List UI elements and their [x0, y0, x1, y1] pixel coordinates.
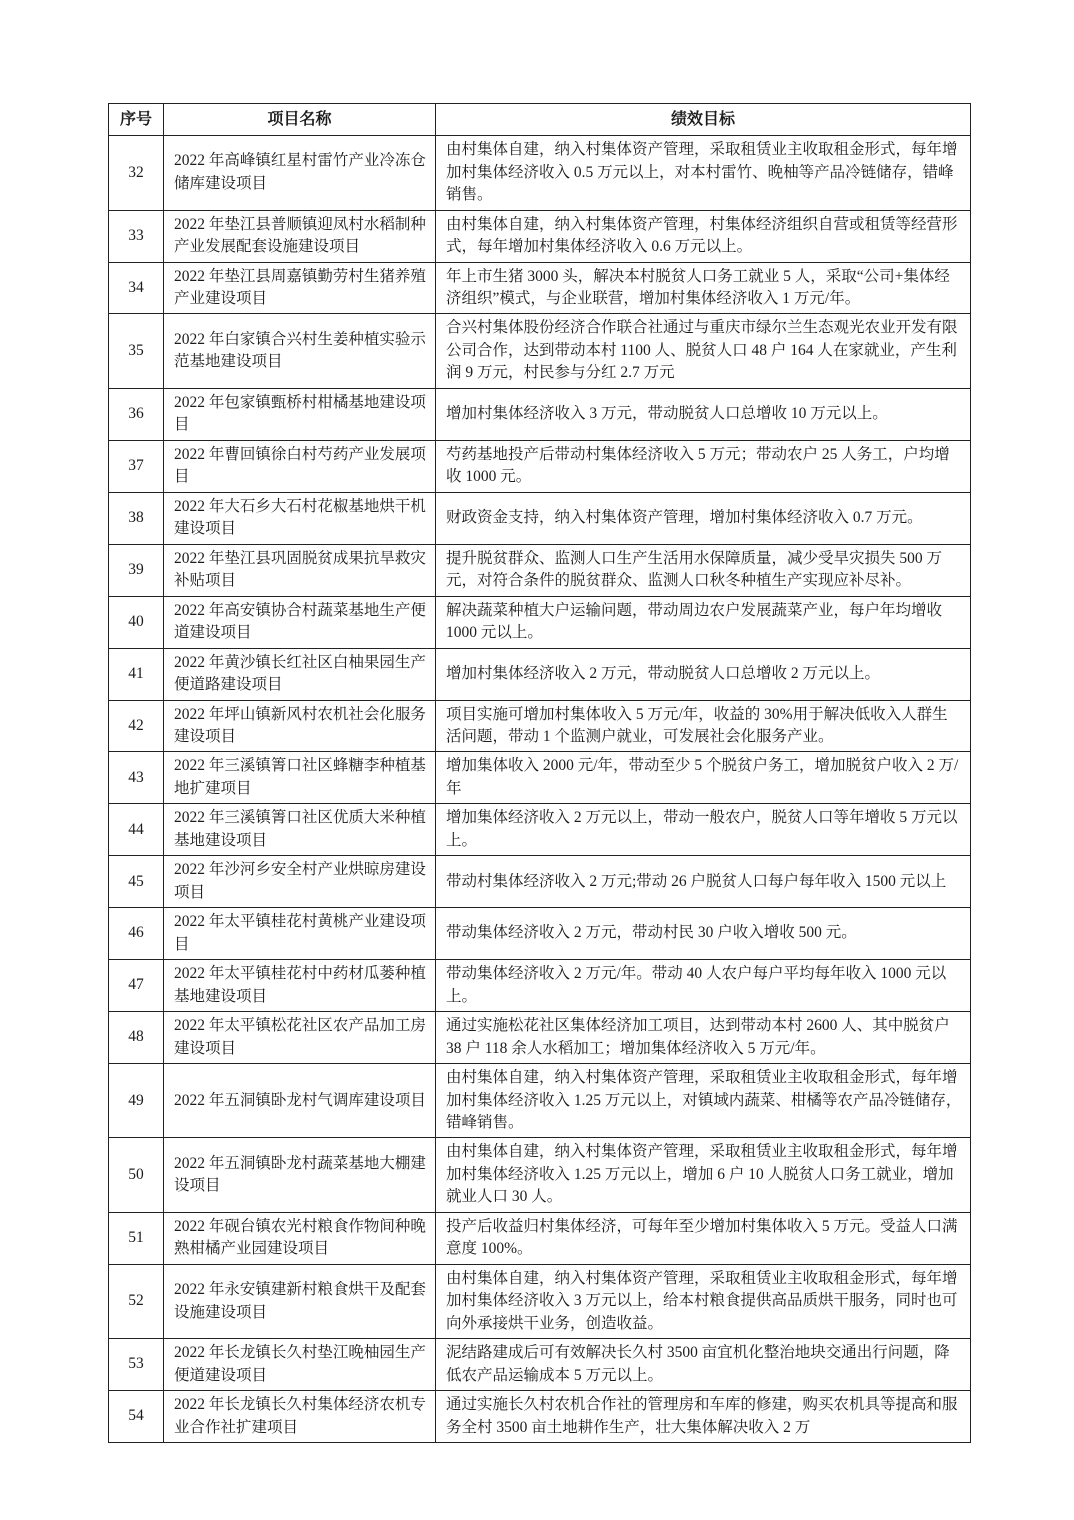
project-name-cell: 2022 年太平镇松花社区农产品加工房建设项目: [164, 1012, 436, 1064]
project-name-cell: 2022 年垫江县普顺镇迎凤村水稻制种产业发展配套设施建设项目: [164, 210, 436, 262]
project-name-cell: 2022 年太平镇桂花村黄桃产业建设项目: [164, 908, 436, 960]
performance-target-cell: 投产后收益归村集体经济，可每年至少增加村集体收入 5 万元。受益人口满意度 100%。: [436, 1212, 971, 1264]
row-number-cell: 38: [109, 492, 164, 544]
header-performance-target: 绩效目标: [436, 104, 971, 136]
table-row: [109, 544, 971, 596]
project-name-cell: 2022 年三溪镇箐口社区优质大米种植基地建设项目: [164, 804, 436, 856]
performance-target-cell: 由村集体自建，纳入村集体资产管理，采取租赁业主收取租金形式，每年增加村集体经济收入 0.5 万元以上，对本村雷竹、晚柚等产品冷链储存，错峰销售。: [436, 136, 971, 210]
table-row: [109, 700, 971, 752]
performance-target-cell: 由村集体自建，纳入村集体资产管理，采取租赁业主收取租金形式，每年增加村集体经济收入 1.25 万元以上，增加 6 户 10 人脱贫人口务工就业，增加就业人口 30 人。: [436, 1138, 971, 1212]
row-number-cell: 32: [109, 136, 164, 210]
performance-target-cell: 提升脱贫群众、监测人口生产生活用水保障质量，减少受旱灾损失 500 万元，对符合条件的脱贫群众、监测人口秋冬种植生产实现应补尽补。: [436, 544, 971, 596]
row-number-cell: 33: [109, 210, 164, 262]
row-number-cell: 35: [109, 314, 164, 388]
project-name-cell: 2022 年三溪镇箐口社区蜂糖李种植基地扩建项目: [164, 752, 436, 804]
table-row: [109, 804, 971, 856]
project-name-cell: 2022 年五洞镇卧龙村蔬菜基地大棚建设项目: [164, 1138, 436, 1212]
table-row: [109, 856, 971, 908]
project-name-cell: 2022 年垫江县巩固脱贫成果抗旱救灾补贴项目: [164, 544, 436, 596]
table-row: [109, 908, 971, 960]
project-name-cell: 2022 年永安镇建新村粮食烘干及配套设施建设项目: [164, 1264, 436, 1338]
project-name-cell: 2022 年高峰镇红星村雷竹产业冷冻仓储库建设项目: [164, 136, 436, 210]
performance-target-cell: 增加集体经济收入 2 万元以上，带动一般农户，脱贫人口等年增收 5 万元以上。: [436, 804, 971, 856]
table-row: [109, 1391, 971, 1443]
project-name-cell: 2022 年沙河乡安全村产业烘晾房建设项目: [164, 856, 436, 908]
table-row: [109, 596, 971, 648]
performance-target-cell: 泥结路建成后可有效解决长久村 3500 亩宜机化整治地块交通出行问题，降低农产品运输成本 5 万元以上。: [436, 1339, 971, 1391]
table-row: [109, 1138, 971, 1212]
performance-target-cell: 解决蔬菜种植大户运输问题，带动周边农户发展蔬菜产业，每户年均增收 1000 元以上。: [436, 596, 971, 648]
row-number-cell: 48: [109, 1012, 164, 1064]
table-row: [109, 1264, 971, 1338]
table-row: [109, 388, 971, 440]
performance-target-cell: 合兴村集体股份经济合作联合社通过与重庆市绿尔兰生态观光农业开发有限公司合作，达到带动本村 1100 人、脱贫人口 48 户 164 人在家就业，产生利润 9 万元，村民参与分红 2.7 万元: [436, 314, 971, 388]
project-name-cell: 2022 年长龙镇长久村垫江晚柚园生产便道建设项目: [164, 1339, 436, 1391]
row-number-cell: 46: [109, 908, 164, 960]
row-number-cell: 44: [109, 804, 164, 856]
row-number-cell: 42: [109, 700, 164, 752]
table-header: [109, 104, 971, 136]
project-name-cell: 2022 年黄沙镇长红社区白柚果园生产便道路建设项目: [164, 648, 436, 700]
row-number-cell: 43: [109, 752, 164, 804]
performance-target-cell: 由村集体自建，纳入村集体资产管理，采取租赁业主收取租金形式，每年增加村集体经济收入 1.25 万元以上，对镇域内蔬菜、柑橘等农产品冷链储存，错峰销售。: [436, 1064, 971, 1138]
performance-target-cell: 带动集体经济收入 2 万元/年。带动 40 人农户每户平均每年收入 1000 元以上。: [436, 960, 971, 1012]
table-row: [109, 492, 971, 544]
performance-target-cell: 带动村集体经济收入 2 万元;带动 26 户脱贫人口每户每年收入 1500 元以上: [436, 856, 971, 908]
table-row: [109, 1339, 971, 1391]
header-row: [109, 104, 971, 136]
table-row: [109, 1012, 971, 1064]
row-number-cell: 41: [109, 648, 164, 700]
project-name-cell: 2022 年五洞镇卧龙村气调库建设项目: [164, 1064, 436, 1138]
row-number-cell: 45: [109, 856, 164, 908]
projects-table: [108, 103, 971, 1443]
project-name-cell: 2022 年大石乡大石村花椒基地烘干机建设项目: [164, 492, 436, 544]
performance-target-cell: 增加村集体经济收入 3 万元，带动脱贫人口总增收 10 万元以上。: [436, 388, 971, 440]
table-row: [109, 1064, 971, 1138]
row-number-cell: 49: [109, 1064, 164, 1138]
project-name-cell: 2022 年包家镇甄桥村柑橘基地建设项目: [164, 388, 436, 440]
project-name-cell: 2022 年太平镇桂花村中药材瓜蒌种植基地建设项目: [164, 960, 436, 1012]
project-name-cell: 2022 年砚台镇农光村粮食作物间种晚熟柑橘产业园建设项目: [164, 1212, 436, 1264]
project-name-cell: 2022 年曹回镇徐白村芍药产业发展项目: [164, 440, 436, 492]
performance-target-cell: 芍药基地投产后带动村集体经济收入 5 万元；带动农户 25 人务工，户均增收 1000 元。: [436, 440, 971, 492]
performance-target-cell: 年上市生猪 3000 头，解决本村脱贫人口务工就业 5 人，采取“公司+集体经济组织”模式，与企业联营，增加村集体经济收入 1 万元/年。: [436, 262, 971, 314]
row-number-cell: 39: [109, 544, 164, 596]
table-row: [109, 752, 971, 804]
projects-table-body: [109, 136, 971, 1443]
row-number-cell: 36: [109, 388, 164, 440]
performance-target-cell: 通过实施松花社区集体经济加工项目，达到带动本村 2600 人、其中脱贫户 38 户 118 余人水稻加工；增加集体经济收入 5 万元/年。: [436, 1012, 971, 1064]
row-number-cell: 54: [109, 1391, 164, 1443]
performance-target-cell: 增加村集体经济收入 2 万元，带动脱贫人口总增收 2 万元以上。: [436, 648, 971, 700]
row-number-cell: 37: [109, 440, 164, 492]
table-row: [109, 314, 971, 388]
row-number-cell: 34: [109, 262, 164, 314]
project-name-cell: 2022 年高安镇协合村蔬菜基地生产便道建设项目: [164, 596, 436, 648]
project-name-cell: 2022 年垫江县周嘉镇勤劳村生猪养殖产业建设项目: [164, 262, 436, 314]
table-row: [109, 648, 971, 700]
performance-target-cell: 增加集体收入 2000 元/年，带动至少 5 个脱贫户务工，增加脱贫户收入 2 万/年: [436, 752, 971, 804]
row-number-cell: 47: [109, 960, 164, 1012]
table-row: [109, 210, 971, 262]
project-name-cell: 2022 年长龙镇长久村集体经济农机专业合作社扩建项目: [164, 1391, 436, 1443]
performance-target-cell: 由村集体自建，纳入村集体资产管理，采取租赁业主收取租金形式，每年增加村集体经济收入 3 万元以上，给本村粮食提供高品质烘干服务，同时也可向外承接烘干业务，创造收益。: [436, 1264, 971, 1338]
table-row: [109, 960, 971, 1012]
row-number-cell: 51: [109, 1212, 164, 1264]
header-project-name: 项目名称: [164, 104, 436, 136]
performance-target-cell: 财政资金支持，纳入村集体资产管理，增加村集体经济收入 0.7 万元。: [436, 492, 971, 544]
row-number-cell: 52: [109, 1264, 164, 1338]
performance-target-cell: 带动集体经济收入 2 万元，带动村民 30 户收入增收 500 元。: [436, 908, 971, 960]
project-name-cell: 2022 年白家镇合兴村生姜种植实验示范基地建设项目: [164, 314, 436, 388]
project-name-cell: 2022 年坪山镇新风村农机社会化服务建设项目: [164, 700, 436, 752]
performance-target-cell: 通过实施长久村农机合作社的管理房和车库的修建，购买农机具等提高和服务全村 3500 亩土地耕作生产，壮大集体解决收入 2 万: [436, 1391, 971, 1443]
performance-target-cell: 项目实施可增加村集体收入 5 万元/年，收益的 30%用于解决低收入人群生活问题，带动 1 个监测户就业，可发展社会化服务产业。: [436, 700, 971, 752]
table-row: [109, 1212, 971, 1264]
table-row: [109, 440, 971, 492]
row-number-cell: 50: [109, 1138, 164, 1212]
row-number-cell: 53: [109, 1339, 164, 1391]
row-number-cell: 40: [109, 596, 164, 648]
table-row: [109, 136, 971, 210]
table-row: [109, 262, 971, 314]
performance-target-cell: 由村集体自建，纳入村集体资产管理，村集体经济组织自营或租赁等经营形式，每年增加村集体经济收入 0.6 万元以上。: [436, 210, 971, 262]
header-row-number: 序号: [109, 104, 164, 136]
